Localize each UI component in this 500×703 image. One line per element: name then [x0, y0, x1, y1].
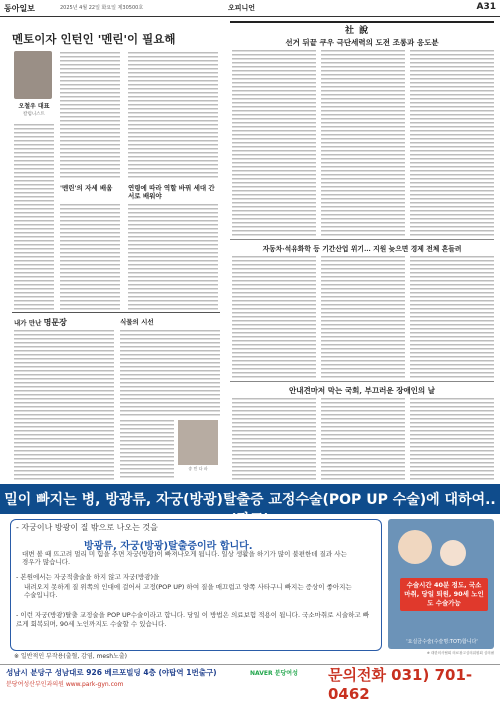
editorial-body: [410, 50, 494, 236]
newspaper-name: 동아일보: [4, 3, 35, 13]
contact-phone: 문의전화 031) 701-0462: [328, 666, 473, 703]
doctor-photo: [398, 530, 432, 564]
ad-side-effects: ※ 일반적인 부작용(출혈, 감염, mesh노출): [14, 653, 127, 660]
mini-column-tag: 내가 만난: [14, 319, 42, 327]
mini-column-title: [14, 317, 67, 328]
pull-quote: 연령에 따라 역할 바꿔 세대 간 서로 배워야: [128, 184, 215, 200]
column-body-block: [128, 52, 218, 180]
editorial-body: [410, 398, 494, 480]
writer-name: 송 민 다 파: [188, 466, 208, 471]
column-body-block: [14, 330, 114, 480]
ad-text: - 자궁이나 방광이 질 밖으로 나오는 것을: [16, 523, 158, 532]
editorial-body: [232, 50, 316, 236]
ad-text: 내려오지 못하게 질 위쪽의 인대에 걸어서 고정(POP UP) 하여 질을 매끄럽고 양쪽 사타구니 빠지는 증상이 좋아지는 수술입니다.: [24, 583, 352, 599]
editorial-headline: 안내견마저 막는 국회, 부끄러운 장애인의 날: [288, 386, 436, 395]
column-body-block: [120, 420, 174, 480]
editorial-divider: [230, 381, 494, 382]
editorial-body: [321, 256, 405, 378]
editorial-label: 社 說: [345, 26, 370, 36]
column-body-block: [120, 330, 220, 418]
author-role: 칼럼니스트: [23, 112, 45, 117]
editorial-body: [321, 50, 405, 236]
editorial-body: [321, 398, 405, 480]
mini-column-title: 식물의 시선: [120, 318, 154, 326]
ad-text: 대변 볼 때 뜨고려 멀리 미 힘을 주면 자궁(방광)이 빠져나오게 됩니다. 일상 생활을 하기가 많이 불편한데 질과 사는 경우가 많습니다.: [22, 550, 347, 566]
author-photo: [14, 51, 52, 99]
editorial-headline: 자동차·석유화학 등 기간산업 위기… 지원 늦으면 경제 전체 흔들려: [262, 245, 462, 253]
clinic-name-url: 분당여성산부인과의원 www.park-gyn.com: [6, 681, 124, 688]
mini-column-name: 명문장: [43, 317, 67, 327]
column-body-block: [60, 204, 120, 310]
section-divider: [12, 312, 220, 313]
editorial-body: [232, 256, 316, 378]
editorial-divider: [230, 239, 494, 240]
editorial-body: [410, 256, 494, 378]
pull-quote: '멘린'의 자세 배움: [60, 184, 113, 192]
writer-photo: [178, 420, 218, 465]
ad-photo-caption: '요실금수술(수술명:TOT)합니다': [406, 639, 478, 645]
naver-badge: NAVER 분당여성: [250, 670, 298, 677]
ad-stat-badge: 수술시간 40분 정도, 국소 마취, 당일 퇴원, 90세 노인도 수술가능: [400, 578, 488, 611]
ad-footnote: ※ 대한의사협회 의료광고심의위원회 심의필: [426, 651, 494, 655]
page-number: A31: [476, 2, 496, 12]
clinic-address: 성남시 분당구 성남대로 926 베르포빌딩 4층 (야탑역 1번출구): [6, 668, 217, 677]
editorial-body: [232, 398, 316, 480]
column-title: 멘토이자 인턴인 '멘린'이 필요해: [12, 32, 176, 46]
issue-line: 2025년 4월 22일 화요일 제30500호: [60, 5, 144, 11]
editorial-headline: 선거 뒤끝 쿠우 극단세력의 도전 조롱과 응도분: [285, 38, 439, 47]
doctor-photo: [440, 540, 466, 566]
ad-title: 밀이 빠지는 병, 방광류, 자궁(방광)탈출증 교정수술(POP UP 수술)에 대하여..(광고): [4, 492, 496, 528]
section-name: 오피니언: [228, 4, 256, 12]
column-body-block: [128, 204, 218, 310]
ad-text: - 이런 자궁(방광)탈출 교정술을 POP UP수술이라고 합니다. 당일 이 방법은 의료보험 적용이 됩니다. 국소마취로 시술하고 빠르게 회복되며, 90세 노인까지도 수술할 수 있습니다.: [16, 611, 370, 628]
column-body-block: [60, 52, 120, 180]
ad-highlight: 방광류, 자궁(방광)탈출증이라 합니다.: [84, 541, 253, 552]
ad-text: - 본원에서는 자궁적출술을 하지 않고 자궁(방광)을: [16, 573, 160, 581]
author-name: 오철우 대표: [18, 103, 50, 110]
column-body-block: [14, 124, 54, 310]
